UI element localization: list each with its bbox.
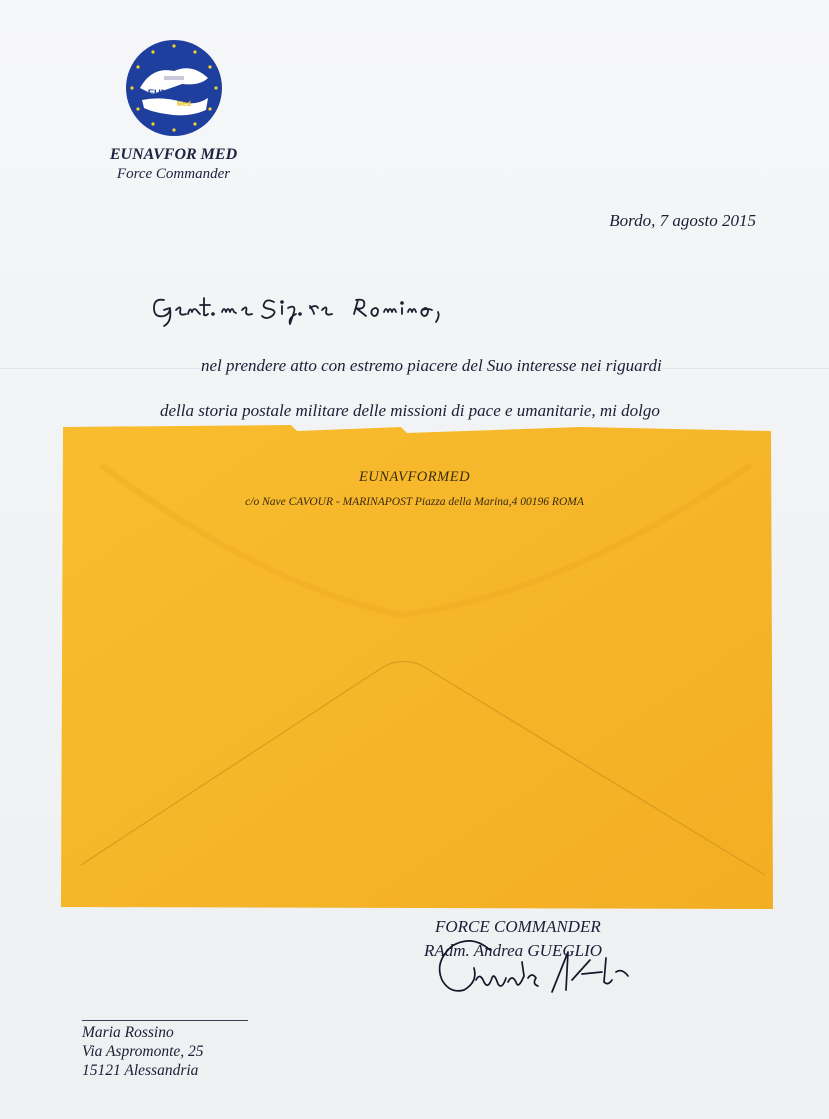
signature-title: FORCE COMMANDER bbox=[435, 917, 601, 936]
signatory-name: RAdm. Andrea GUEGLIO bbox=[424, 941, 603, 960]
recipient-city: 15121 Alessandria bbox=[82, 1062, 199, 1079]
envelope-sender-name: EUNAVFORMED bbox=[358, 469, 471, 485]
body-line-2: della storia postale militare delle missioni di pace e umanitarie, mi dolgo bbox=[160, 401, 660, 420]
eunavfor-med-logo bbox=[122, 38, 226, 138]
org-name: EUNAVFOR MED bbox=[109, 146, 238, 163]
address-rule bbox=[82, 1020, 248, 1021]
handwritten-signature bbox=[432, 932, 642, 1006]
svg-text:EUNAVFOR: EUNAVFOR bbox=[147, 88, 201, 99]
body-line-1: nel prendere atto con estremo piacere del Suo interesse nei riguardi bbox=[201, 356, 662, 375]
recipient-street: Via Aspromonte, 25 bbox=[82, 1043, 204, 1060]
handwritten-salutation bbox=[150, 278, 480, 328]
recipient-name: Maria Rossino bbox=[82, 1024, 174, 1041]
date-line: Bordo, 7 agosto 2015 bbox=[609, 211, 756, 230]
org-role: Force Commander bbox=[116, 166, 231, 182]
svg-text:Med: Med bbox=[177, 101, 191, 108]
envelope-sender-address: c/o Nave CAVOUR - MARINAPOST Piazza della Marina,4 00196 ROMA bbox=[245, 496, 584, 508]
